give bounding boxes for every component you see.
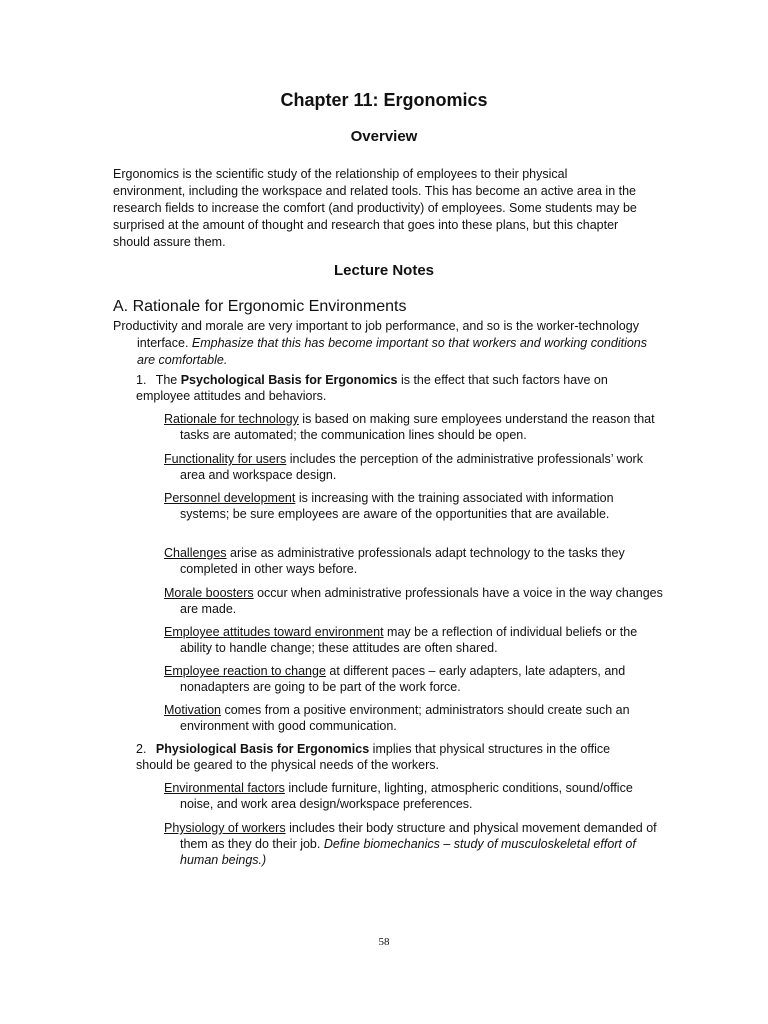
section-a-intro-emphasis: Emphasize that this has become important so that workers and working conditions are comfortable. <box>137 336 647 367</box>
subitem-rationale-for-technology <box>164 411 664 443</box>
subitem-environmental-factors <box>164 780 664 812</box>
overview-heading: Overview <box>350 128 418 145</box>
item-psychological-basis <box>136 372 646 404</box>
subitem-employee-attitudes <box>164 624 664 656</box>
overview-paragraph: Ergonomics is the scientific study of the relationship of employees to their physical environment, including the workspace and related tools. This has become an active area in the research fields to increase the comfort (and productivity) of employees. Some students may be surprised at the amount of thought and research that goes into these plans, but this chapter should assure them. <box>113 167 637 249</box>
subitem-morale-boosters <box>164 585 664 617</box>
subitem-term: Functionality for users <box>164 452 287 466</box>
subitem-text: includes the perception of the administrative professionals’ work area and workspace design. <box>180 452 643 482</box>
subitem-term: Employee reaction to change <box>164 664 326 678</box>
subitem-text: comes from a positive environment; administrators should create such an environment with good communication. <box>180 703 630 733</box>
subitem-personnel-development <box>164 490 664 522</box>
subitem-functionality-for-users <box>164 451 664 483</box>
subitem-term: Morale boosters <box>164 586 254 600</box>
item-text: implies that physical structures in the office should be geared to the physical needs of the workers. <box>136 742 611 772</box>
subitem-challenges <box>164 545 664 577</box>
item-text: is the effect that such factors have on employee attitudes and behaviors. <box>136 373 608 403</box>
item-bold-term: Psychological Basis for Ergonomics <box>180 373 398 387</box>
subitem-term: Environmental factors <box>164 781 285 795</box>
subitem-text: may be a reflection of individual beliefs or the ability to handle change; these attitudes are often shared. <box>180 625 638 655</box>
item-number: 2. <box>136 742 147 756</box>
subitem-text: at different paces – early adapters, late adapters, and nonadapters are going to be part of the work force. <box>180 664 626 694</box>
subitem-text: includes their body structure and physical movement demanded of them as they do their job. <box>180 821 657 851</box>
subitem-physiology-of-workers <box>164 820 664 868</box>
section-a-title: A. Rationale for Ergonomic Environments <box>113 298 407 315</box>
subitem-emphasis: Define biomechanics – study of musculoskeletal effort of human beings.) <box>180 837 636 867</box>
subitem-term: Personnel development <box>164 491 296 505</box>
subitem-term: Employee attitudes toward environment <box>164 625 384 639</box>
lecture-notes-heading: Lecture Notes <box>333 262 435 279</box>
section-a-intro <box>113 318 662 369</box>
item-physiological-basis <box>136 741 646 773</box>
subitem-text: arise as administrative professionals adapt technology to the tasks they completed in other ways before. <box>180 546 625 576</box>
section-a-intro-text: Productivity and morale are very important to job performance, and so is the worker-technology interface. <box>113 319 639 350</box>
page-number: 58 <box>378 936 390 948</box>
chapter-title: Chapter 11: Ergonomics <box>280 90 488 110</box>
subitem-motivation <box>164 702 664 734</box>
subitem-text: is based on making sure employees understand the reason that tasks are automated; the communication lines should be open. <box>180 412 655 442</box>
subitem-text: include furniture, lighting, atmospheric conditions, sound/office noise, and work area design/workspace preferences. <box>180 781 633 811</box>
subitem-term: Rationale for technology <box>164 412 299 426</box>
subitem-term: Motivation <box>164 703 221 717</box>
subitem-term: Physiology of workers <box>164 821 286 835</box>
item-pre: The <box>155 373 178 387</box>
subitem-text: occur when administrative professionals have a voice in the way changes are made. <box>180 586 663 616</box>
subitem-term: Challenges <box>164 546 227 560</box>
item-bold-term: Physiological Basis for Ergonomics <box>155 742 370 756</box>
subitem-employee-reaction <box>164 663 664 695</box>
item-number: 1. <box>136 373 147 387</box>
subitem-text: is increasing with the training associated with information systems; be sure employees are aware of the opportunities that are available. <box>180 491 614 521</box>
